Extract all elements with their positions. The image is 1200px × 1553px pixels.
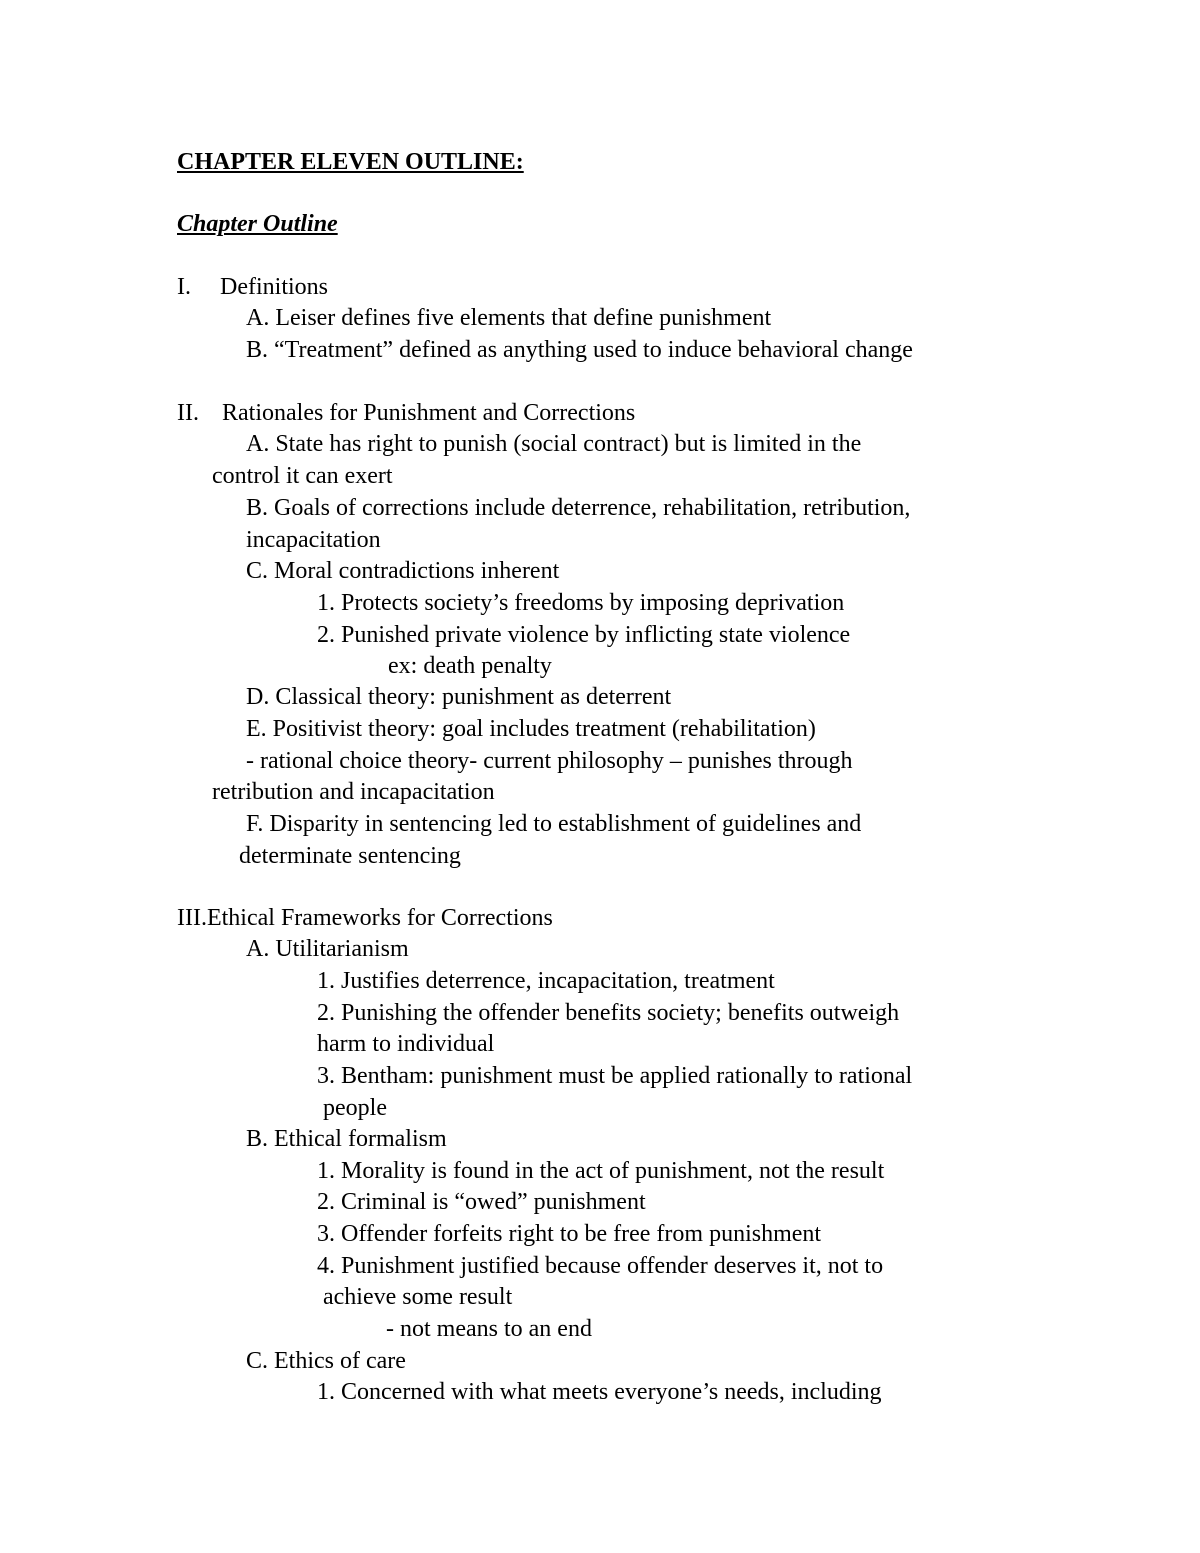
outline-item-continuation: control it can exert — [212, 463, 393, 489]
outline-item: C. Ethics of care — [246, 1348, 406, 1374]
outline-item: C. Moral contradictions inherent — [246, 558, 560, 584]
outline-item: B. Ethical formalism — [246, 1126, 447, 1152]
section-heading: Definitions — [220, 274, 328, 300]
section-heading: III.Ethical Frameworks for Corrections — [177, 905, 553, 931]
outline-item: A. Utilitarianism — [246, 936, 409, 962]
outline-subitem: 2. Punishing the offender benefits society; benefits outweigh — [317, 1000, 900, 1026]
outline-subitem-continuation: people — [323, 1095, 387, 1121]
outline-subitem: 2. Criminal is “owed” punishment — [317, 1189, 646, 1215]
outline-subitem: 3. Bentham: punishment must be applied rationally to rational — [317, 1063, 913, 1089]
section-numeral: II. — [177, 400, 199, 426]
outline-note: - rational choice theory- current philosophy – punishes through — [246, 748, 853, 774]
outline-subitem: 4. Punishment justified because offender deserves it, not to — [317, 1253, 884, 1279]
outline-subitem-continuation: harm to individual — [317, 1031, 495, 1057]
outline-subitem: 1. Protects society’s freedoms by imposing deprivation — [317, 590, 845, 616]
outline-item-continuation: retribution and incapacitation — [212, 779, 495, 805]
outline-subitem: 2. Punished private violence by inflicting state violence — [317, 622, 851, 648]
outline-item: A. Leiser defines five elements that define punishment — [246, 305, 772, 331]
section-heading: Rationales for Punishment and Corrections — [222, 400, 636, 426]
section-numeral: I. — [177, 274, 191, 300]
outline-subitem-continuation: achieve some result — [323, 1284, 513, 1310]
outline-item: B. “Treatment” defined as anything used to induce behavioral change — [246, 337, 913, 363]
document-title: CHAPTER ELEVEN OUTLINE: — [177, 149, 524, 175]
outline-subitem: 1. Justifies deterrence, incapacitation, treatment — [317, 968, 775, 994]
document-subtitle: Chapter Outline — [177, 211, 338, 237]
outline-note: - not means to an end — [386, 1316, 592, 1342]
outline-note: ex: death penalty — [388, 653, 552, 679]
outline-item: E. Positivist theory: goal includes treatment (rehabilitation) — [246, 716, 816, 742]
outline-subitem: 1. Morality is found in the act of punishment, not the result — [317, 1158, 885, 1184]
outline-subitem: 3. Offender forfeits right to be free from punishment — [317, 1221, 822, 1247]
outline-item: A. State has right to punish (social contract) but is limited in the — [246, 431, 862, 457]
outline-item: F. Disparity in sentencing led to establishment of guidelines and — [246, 811, 862, 837]
outline-item-continuation: determinate sentencing — [239, 843, 461, 869]
outline-subitem: 1. Concerned with what meets everyone’s needs, including — [317, 1379, 882, 1405]
outline-item-continuation: incapacitation — [246, 527, 381, 553]
outline-item: D. Classical theory: punishment as deterrent — [246, 684, 672, 710]
outline-item: B. Goals of corrections include deterrence, rehabilitation, retribution, — [246, 495, 911, 521]
